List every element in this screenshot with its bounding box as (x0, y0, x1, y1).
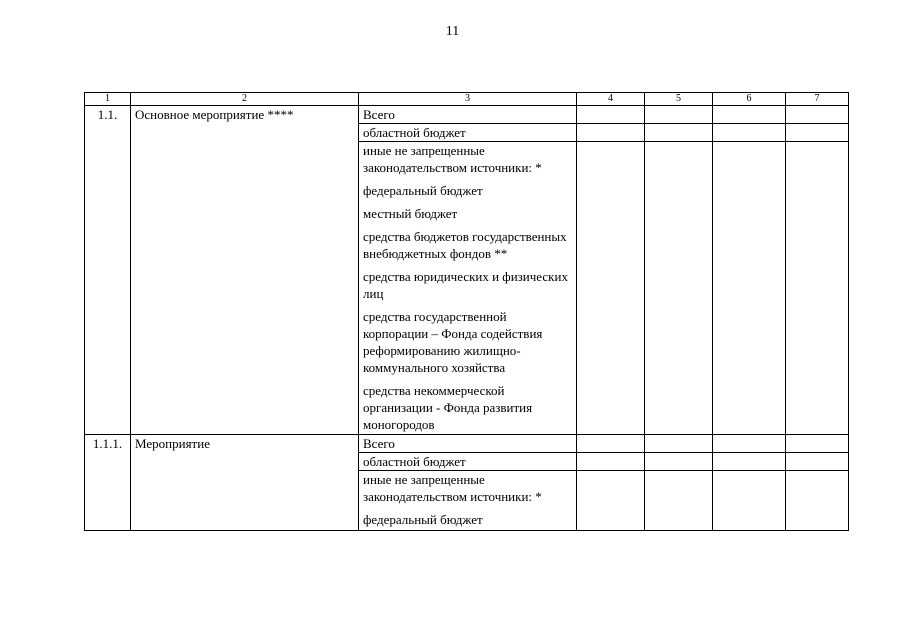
source-regional: областной бюджет (359, 453, 577, 471)
value-cell (713, 435, 786, 453)
source-corporation: средства государственной корпорации – Фонда содействия реформированию жилищно-коммунального хозяйства (363, 309, 543, 375)
value-cell (645, 453, 713, 471)
value-cell (645, 435, 713, 453)
value-cell (786, 124, 849, 142)
column-number: 2 (131, 93, 359, 106)
source-state-funds: средства бюджетов государственных внебюджетных фондов ** (363, 229, 567, 261)
value-cell (713, 106, 786, 124)
value-cell (577, 124, 645, 142)
row-name: Основное мероприятие **** (131, 106, 359, 435)
source-legal-persons: средства юридических и физических лиц (363, 269, 568, 301)
table-row (85, 435, 849, 453)
table-row (85, 106, 849, 124)
column-number: 7 (786, 93, 849, 106)
funding-table (84, 92, 849, 531)
source-federal: федеральный бюджет (363, 183, 483, 198)
value-cell (786, 106, 849, 124)
source-other-title: иные не запрещенные законодательством источники: * (363, 143, 542, 175)
column-number: 6 (713, 93, 786, 106)
value-cell (577, 453, 645, 471)
value-cell (786, 142, 849, 435)
column-number: 5 (645, 93, 713, 106)
value-cell (713, 471, 786, 531)
value-cell (713, 142, 786, 435)
source-total: Всего (359, 106, 577, 124)
source-regional: областной бюджет (359, 124, 577, 142)
value-cell (645, 124, 713, 142)
row-name: Мероприятие (131, 435, 359, 531)
value-cell (786, 453, 849, 471)
value-cell (786, 435, 849, 453)
value-cell (713, 124, 786, 142)
value-cell (577, 435, 645, 453)
row-code: 1.1.1. (85, 435, 131, 531)
value-cell (577, 471, 645, 531)
value-cell (645, 471, 713, 531)
source-nonprofit: средства некоммерческой организации - Фонда развития моногородов (363, 383, 533, 432)
source-other-title: иные не запрещенные законодательством источники: * (363, 472, 542, 504)
page-number: 11 (445, 24, 460, 39)
row-code: 1.1. (85, 106, 131, 435)
value-cell (645, 142, 713, 435)
column-number: 3 (359, 93, 577, 106)
value-cell (645, 106, 713, 124)
source-federal: федеральный бюджет (363, 512, 483, 527)
column-number: 4 (577, 93, 645, 106)
source-other-group (359, 471, 577, 531)
value-cell (786, 471, 849, 531)
column-number-row (85, 93, 849, 106)
source-other-group (359, 142, 577, 435)
column-number: 1 (85, 93, 131, 106)
source-local: местный бюджет (363, 206, 458, 221)
source-total: Всего (359, 435, 577, 453)
value-cell (713, 453, 786, 471)
value-cell (577, 142, 645, 435)
value-cell (577, 106, 645, 124)
